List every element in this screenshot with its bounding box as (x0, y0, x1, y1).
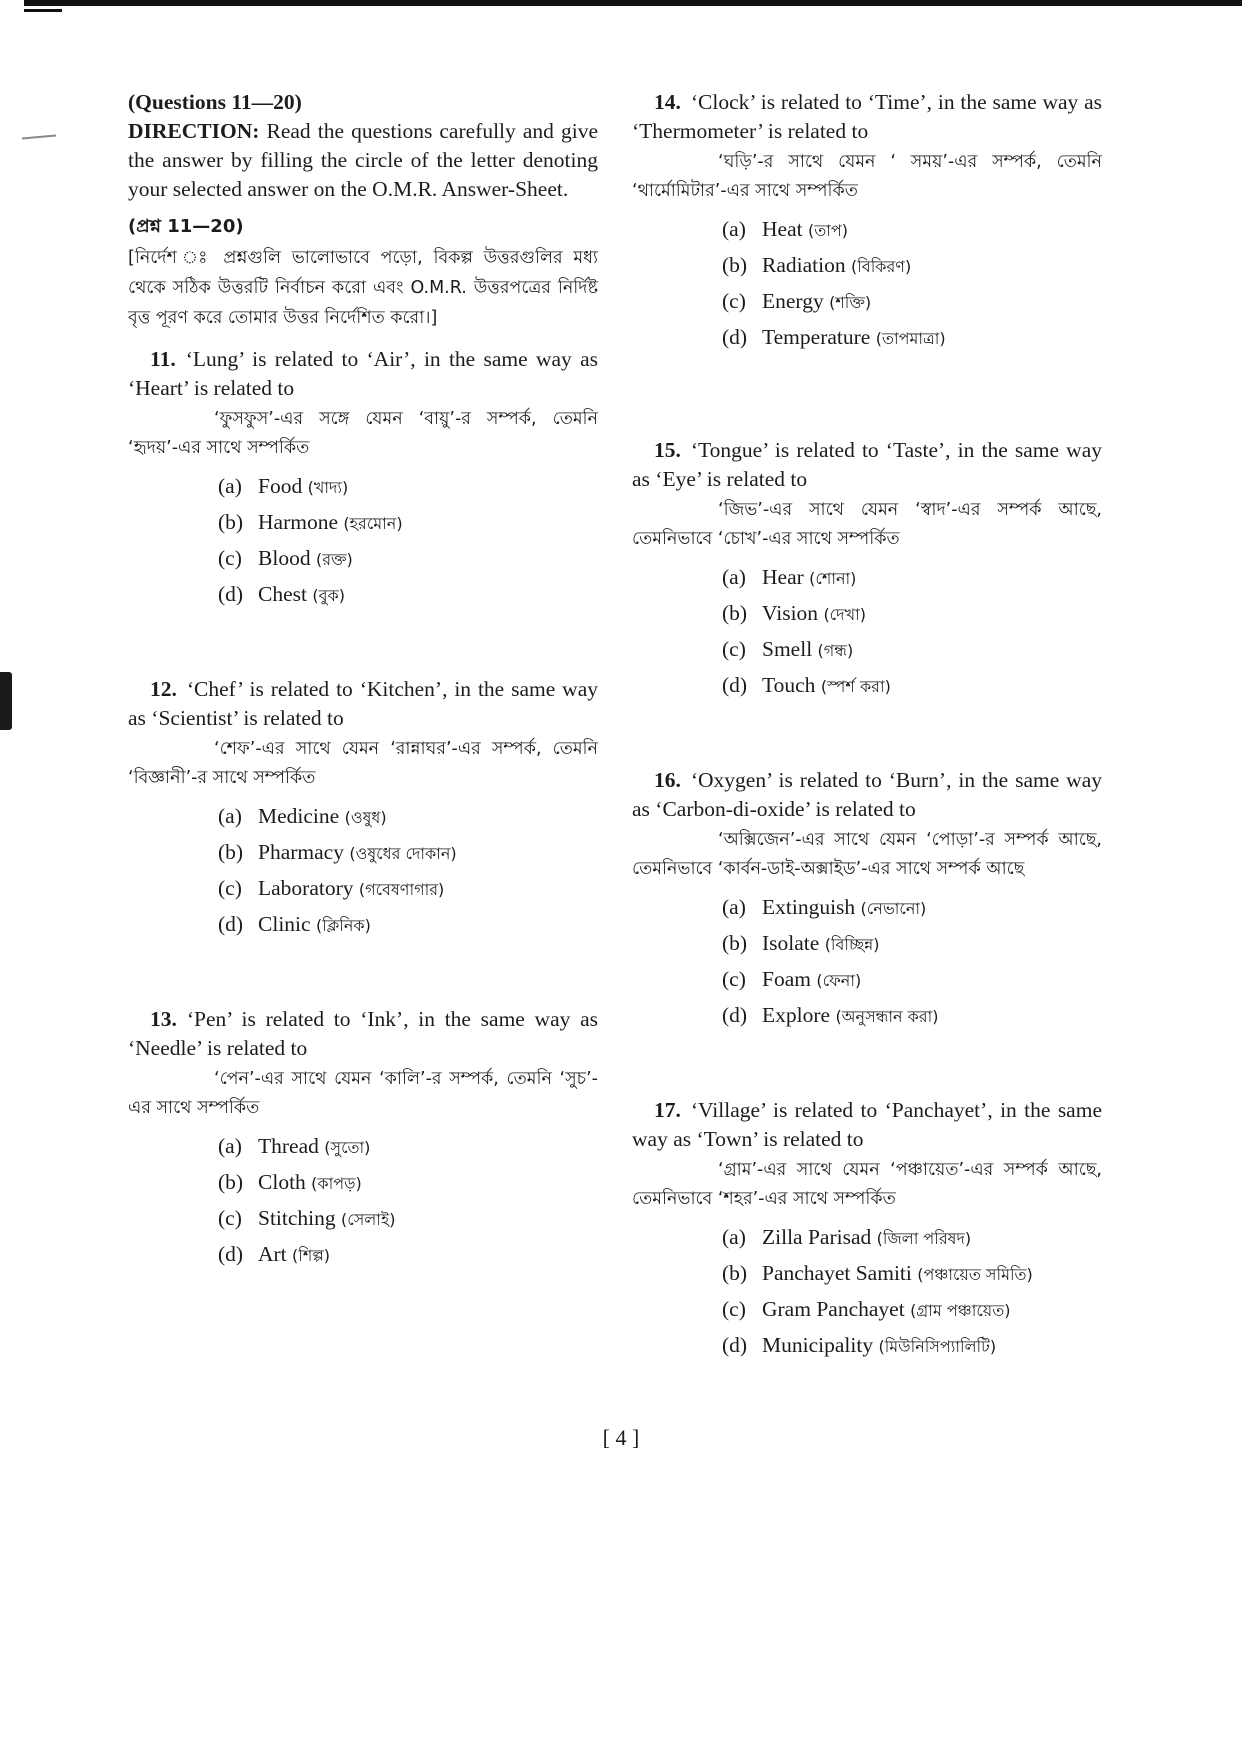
option-text: Gram Panchayet (762, 1297, 905, 1321)
option-text: Hear (762, 565, 804, 589)
option-letter: (d) (218, 582, 244, 606)
question-text: ‘Tongue’ is related to ‘Taste’, in the same way as ‘Eye’ is related to (632, 438, 1102, 491)
question-12 (128, 675, 598, 943)
option-bn: (তাপমাত্রা) (875, 329, 946, 348)
option-text: Municipality (762, 1333, 874, 1357)
option-letter: (a) (722, 895, 746, 919)
question-11 (128, 345, 598, 613)
question-stem (632, 766, 1102, 824)
bn-direction-text: [নির্দেশ ঃ প্রশ্নগুলি ভালোভাবে পড়ো, বিকল্প উত্তরগুলির মধ্য থেকে সঠিক উত্তরটি নির্বাচন করো এবং O.M.R. উত্তরপত্রের নির্দিষ্ট বৃত্ত পূরণ করে তোমার উত্তর নির্দেশিত করো।] (128, 248, 598, 328)
bn-question-body: ‘ফুসফুস’-এর সঙ্গে যেমন ‘বায়ু’-র সম্পর্ক, তেমনি ‘হৃদয়’-এর সাথে সম্পর্কিত (128, 409, 598, 458)
section-header (128, 88, 598, 333)
direction-text: Read the questions carefully and give the answer by filling the circle of the letter denoting your selected answer on the O.M.R. Answer-Sheet. (128, 119, 598, 201)
bn-question-text (632, 1156, 1102, 1214)
option-bn: (পঞ্চায়েত সমিতি) (917, 1265, 1033, 1284)
option-b (722, 248, 1102, 284)
option-text: Panchayet Samiti (762, 1261, 912, 1285)
option-letter: (a) (218, 804, 242, 828)
option-letter: (a) (218, 1134, 242, 1158)
bn-question-body: ‘শেফ’-এর সাথে যেমন ‘রান্নাঘর’-এর সম্পর্ক, তেমনি ‘বিজ্ঞানী’-র সাথে সম্পর্কিত (128, 739, 598, 788)
option-bn: (নেভানো) (860, 899, 927, 918)
option-bn: (বিকিরণ) (850, 257, 912, 276)
scan-edge-mark (0, 672, 12, 730)
option-d (218, 1237, 598, 1273)
option-letter: (d) (722, 673, 748, 697)
option-bn: (বুক) (312, 586, 345, 605)
options-list (218, 799, 598, 943)
direction-label: DIRECTION: (128, 119, 260, 143)
option-letter: (c) (218, 546, 242, 570)
option-b (722, 1256, 1102, 1292)
question-text: ‘Lung’ is related to ‘Air’, in the same way as ‘Heart’ is related to (128, 347, 598, 400)
options-list (722, 1220, 1102, 1364)
options-list (722, 560, 1102, 704)
option-text: Touch (762, 673, 816, 697)
question-number: 13. (150, 1007, 177, 1031)
option-letter: (d) (722, 1003, 748, 1027)
bn-question-text (128, 735, 598, 793)
option-c (218, 1201, 598, 1237)
option-bn: (সেলাই) (341, 1210, 396, 1229)
bn-question-body: ‘অক্সিজেন’-এর সাথে যেমন ‘পোড়া’-র সম্পর্ক আছে, তেমনিভাবে ‘কার্বন-ডাই-অক্সাইড’-এর সাথে সম্পর্ক আছে (632, 830, 1102, 879)
option-bn: (শোনা) (809, 569, 857, 588)
option-c (722, 962, 1102, 998)
option-a (722, 212, 1102, 248)
option-bn: (গন্ধ) (817, 641, 854, 660)
option-d (722, 1328, 1102, 1364)
option-bn: (গবেষণাগার) (358, 880, 445, 899)
question-16 (632, 766, 1102, 1034)
option-letter: (c) (722, 967, 746, 991)
option-text: Foam (762, 967, 811, 991)
option-c (218, 541, 598, 577)
option-text: Isolate (762, 931, 820, 955)
question-stem (632, 1096, 1102, 1154)
options-list (722, 890, 1102, 1034)
question-number: 15. (654, 438, 681, 462)
question-stem (128, 675, 598, 733)
option-letter: (b) (218, 510, 244, 534)
option-text: Vision (762, 601, 819, 625)
option-bn: (বিচ্ছিন্ন) (824, 935, 880, 954)
option-text: Cloth (258, 1170, 306, 1194)
bn-question-body: ‘গ্রাম’-এর সাথে যেমন ‘পঞ্চায়েত’-এর সম্পর্ক আছে, তেমনিভাবে ‘শহর’-এর সাথে সম্পর্কিত (632, 1160, 1102, 1209)
question-number: 14. (654, 90, 681, 114)
option-bn: (ওষুধের দোকান) (349, 844, 457, 863)
option-text: Radiation (762, 253, 846, 277)
page-number: [ 4 ] (602, 1425, 640, 1450)
question-13 (128, 1005, 598, 1273)
question-text: ‘Clock’ is related to ‘Time’, in the same way as ‘Thermometer’ is related to (632, 90, 1102, 143)
option-letter: (c) (722, 637, 746, 661)
bn-question-text (632, 826, 1102, 884)
option-letter: (a) (722, 1225, 746, 1249)
option-bn: (খাদ্য) (307, 478, 349, 497)
option-bn: (ওষুধ) (344, 808, 387, 827)
option-letter: (c) (218, 876, 242, 900)
option-letter: (b) (218, 840, 244, 864)
question-stem (632, 88, 1102, 146)
question-number: 16. (654, 768, 681, 792)
option-text: Art (258, 1242, 287, 1266)
option-b (218, 505, 598, 541)
option-bn: (কাপড়) (311, 1174, 362, 1193)
option-bn: (হরমোন) (343, 514, 403, 533)
option-text: Explore (762, 1003, 831, 1027)
option-letter: (a) (722, 217, 746, 241)
option-a (722, 560, 1102, 596)
option-text: Extinguish (762, 895, 856, 919)
options-list (218, 1129, 598, 1273)
question-text: ‘Chef’ is related to ‘Kitchen’, in the same way as ‘Scientist’ is related to (128, 677, 598, 730)
question-stem (128, 1005, 598, 1063)
margin-mark (22, 135, 56, 140)
option-text: Medicine (258, 804, 340, 828)
questions-range: (Questions 11—20) (128, 90, 302, 114)
option-text: Blood (258, 546, 311, 570)
option-letter: (b) (722, 253, 748, 277)
option-text: Heat (762, 217, 803, 241)
option-bn: (স্পর্শ করা) (820, 677, 891, 696)
option-letter: (c) (722, 289, 746, 313)
bn-question-body: ‘পেন’-এর সাথে যেমন ‘কালি’-র সম্পর্ক, তেমনি ‘সুচ’-এর সাথে সম্পর্কিত (128, 1069, 598, 1118)
question-number: 12. (150, 677, 177, 701)
bn-questions-range: (প্রশ্ন 11—20) (128, 216, 244, 237)
question-number: 11. (150, 347, 176, 371)
option-letter: (d) (722, 1333, 748, 1357)
option-letter: (b) (722, 601, 748, 625)
option-text: Food (258, 474, 303, 498)
option-a (722, 1220, 1102, 1256)
question-stem (128, 345, 598, 403)
bn-question-text (128, 405, 598, 463)
option-letter: (c) (722, 1297, 746, 1321)
option-b (218, 835, 598, 871)
option-letter: (d) (218, 912, 244, 936)
option-letter: (b) (722, 1261, 748, 1285)
options-list (722, 212, 1102, 356)
question-stem (632, 436, 1102, 494)
option-bn: (ক্লিনিক) (315, 916, 371, 935)
option-letter: (a) (218, 474, 242, 498)
option-c (722, 632, 1102, 668)
option-bn: (ফেনা) (816, 971, 862, 990)
option-a (722, 890, 1102, 926)
option-text: Temperature (762, 325, 871, 349)
option-a (218, 799, 598, 835)
option-text: Thread (258, 1134, 319, 1158)
option-text: Stitching (258, 1206, 336, 1230)
option-letter: (c) (218, 1206, 242, 1230)
question-text: ‘Oxygen’ is related to ‘Burn’, in the same way as ‘Carbon-di-oxide’ is related to (632, 768, 1102, 821)
bn-question-body: ‘জিভ’-এর সাথে যেমন ‘স্বাদ’-এর সম্পর্ক আছে, তেমনিভাবে ‘চোখ’-এর সাথে সম্পর্কিত (632, 500, 1102, 549)
options-list (218, 469, 598, 613)
question-text: ‘Pen’ is related to ‘Ink’, in the same way as ‘Needle’ is related to (128, 1007, 598, 1060)
option-text: Chest (258, 582, 307, 606)
option-bn: (শক্তি) (829, 293, 872, 312)
option-b (218, 1165, 598, 1201)
option-letter: (d) (218, 1242, 244, 1266)
option-text: Clinic (258, 912, 311, 936)
question-17 (632, 1096, 1102, 1364)
option-a (218, 469, 598, 505)
question-number: 17. (654, 1098, 681, 1122)
option-letter: (a) (722, 565, 746, 589)
bn-question-text (128, 1065, 598, 1123)
option-bn: (তাপ) (807, 221, 848, 240)
right-column (632, 88, 1102, 1364)
option-bn: (দেখা) (823, 605, 866, 624)
option-letter: (d) (722, 325, 748, 349)
direction-paragraph (128, 117, 598, 204)
option-text: Energy (762, 289, 824, 313)
option-a (218, 1129, 598, 1165)
option-b (722, 596, 1102, 632)
option-letter: (b) (722, 931, 748, 955)
option-bn: (জিলা পরিষদ) (876, 1229, 972, 1248)
bn-question-body: ‘ঘড়ি’-র সাথে যেমন ‘ সময়’-এর সম্পর্ক, তেমনি ‘থার্মোমিটার’-এর সাথে সম্পর্কিত (632, 152, 1102, 201)
option-c (722, 1292, 1102, 1328)
top-border-rule (24, 0, 1242, 6)
option-d (722, 320, 1102, 356)
option-bn: (রক্ত) (315, 550, 353, 569)
question-15 (632, 436, 1102, 704)
question-14 (632, 88, 1102, 356)
option-text: Smell (762, 637, 813, 661)
option-text: Harmone (258, 510, 338, 534)
bn-question-text (632, 148, 1102, 206)
option-text: Laboratory (258, 876, 354, 900)
question-text: ‘Village’ is related to ‘Panchayet’, in the same way as ‘Town’ is related to (632, 1098, 1102, 1151)
top-corner-mark (24, 9, 62, 12)
left-column (128, 88, 598, 1335)
option-letter: (b) (218, 1170, 244, 1194)
option-bn: (শিল্প) (292, 1246, 330, 1265)
bn-question-text (632, 496, 1102, 554)
option-c (218, 871, 598, 907)
option-d (722, 668, 1102, 704)
option-d (722, 998, 1102, 1034)
option-b (722, 926, 1102, 962)
option-bn: (মিউনিসিপ্যালিটি) (878, 1337, 997, 1356)
option-bn: (গ্রাম পঞ্চায়েত) (910, 1301, 1011, 1320)
option-c (722, 284, 1102, 320)
option-d (218, 907, 598, 943)
option-d (218, 577, 598, 613)
option-text: Pharmacy (258, 840, 344, 864)
option-bn: (অনুসন্ধান করা) (835, 1007, 939, 1026)
option-bn: (সুতো) (324, 1138, 371, 1157)
option-text: Zilla Parisad (762, 1225, 872, 1249)
